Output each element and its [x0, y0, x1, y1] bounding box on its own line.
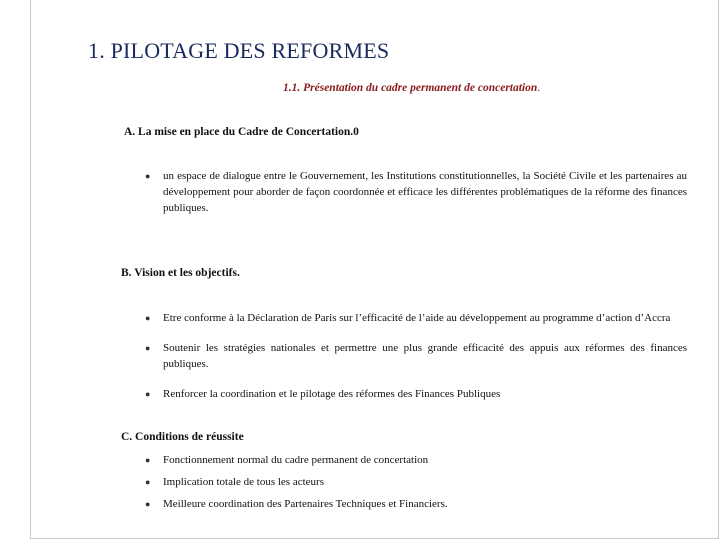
list-item: ● Implication totale de tous les acteurs: [145, 476, 324, 488]
section-c-heading: C. Conditions de réussite: [121, 431, 244, 443]
bullet-icon: ●: [145, 455, 151, 465]
section-c-list: [145, 452, 687, 522]
list-item: ● Renforcer la coordination et le pilotage des réformes des Finances Publiques: [145, 388, 501, 400]
list-item: ● Fonctionnement normal du cadre permanent de concertation: [145, 454, 429, 466]
list-item: ● un espace de dialogue entre le Gouvernement, les Institutions constitutionnelles, la Société Civile et les partenaires au développement pour aborder de façon coordonnée et efficace les différentes problématiques de la réforme des finances publiques.: [145, 170, 687, 214]
bullet-icon: ●: [145, 477, 151, 487]
subtitle-text: 1.1. Présentation du cadre permanent de concertation: [283, 82, 538, 94]
list-item: ● Meilleure coordination des Partenaires Techniques et Financiers.: [145, 498, 448, 510]
section-a-list: [145, 168, 687, 226]
section-a-heading: A. La mise en place du Cadre de Concertation.0: [124, 126, 359, 138]
bullet-icon: ●: [145, 171, 151, 181]
list-item: ● Etre conforme à la Déclaration de Paris sur l’efficacité de l’aide au développement au programme d’action d’Accra: [145, 312, 671, 324]
section-b-list: [145, 310, 687, 412]
bullet-icon: ●: [145, 389, 151, 399]
bullet-icon: ●: [145, 313, 151, 323]
page-title: 1. PILOTAGE DES REFORMES: [88, 38, 390, 63]
subtitle: 1.1. Présentation du cadre permanent de concertation.: [283, 82, 541, 94]
bullet-icon: ●: [145, 499, 151, 509]
section-b-heading: B. Vision et les objectifs.: [121, 267, 240, 279]
list-item: ● Soutenir les stratégies nationales et permettre une plus grande efficacité des appuis aux réformes des finances publiques.: [145, 342, 687, 370]
bullet-icon: ●: [145, 343, 151, 353]
